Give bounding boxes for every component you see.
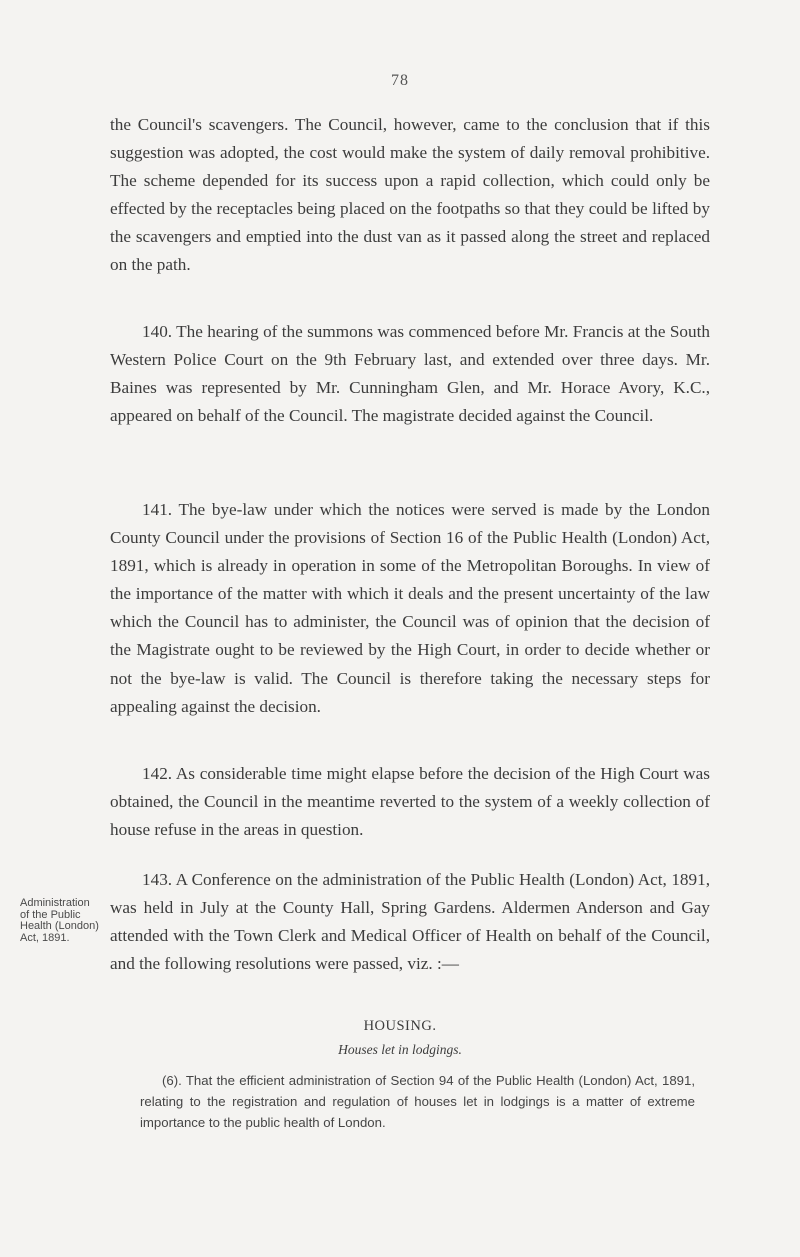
paragraph-continued: the Council's scavengers. The Council, however, came to the conclusion that if this suggestion was adopted, the cost would make the system of daily removal prohibitive. The scheme depended for its success upon a rapid collection, which could only be effected by the receptacles being placed on the footpaths so that they could be lifted by the scavengers and emptied into the dust van as it passed along the street and replaced on the path.	[110, 115, 710, 275]
margin-note-line: Health (London)	[20, 920, 99, 932]
margin-note-line: of the Public	[20, 908, 81, 921]
paragraph-141: 141. The bye-law under which the notices were served is made by the London County Council under the provisions of Section 16 of the Public Health (London) Act, 1891, which is already in operation in some of the Metropolitan Boroughs. In view of the importance of the matter with which it deals and the present uncertainty of the law which the Council has to administer, the Council was of opinion that the decision of the Magistrate ought to be reviewed by the High Court, in order to decide whether or not the bye-law is valid. The Council is therefore taking the necessary steps for appealing against the decision.	[110, 500, 710, 716]
margin-note-line: Act, 1891.	[20, 931, 70, 944]
margin-note	[20, 898, 126, 944]
section-heading-housing: HOUSING.	[363, 1018, 437, 1034]
resolution-6: (6). That the efficient administration of Section 94 of the Public Health (London) Act, 1891, relating to the registration and regulation of houses let in lodgings is a matter of extreme importance to the public health of London.	[140, 1073, 695, 1130]
subheading-houses-let-in-lodgings: Houses let in lodgings.	[338, 1042, 462, 1057]
paragraph-142: 142. As considerable time might elapse before the decision of the High Court was obtained, the Council in the meantime reverted to the system of a weekly collection of house refuse in the areas in question.	[110, 764, 710, 840]
paragraph-140: 140. The hearing of the summons was commenced before Mr. Francis at the South Western Police Court on the 9th February last, and extended over three days. Mr. Baines was represented by Mr. Cunningham Glen, and Mr. Horace Avory, K.C., appeared on behalf of the Council. The magistrate decided against the Council.	[110, 322, 710, 426]
page-number: 78	[391, 72, 409, 89]
margin-note-line: Administration	[20, 897, 90, 909]
paragraph-143: 143. A Conference on the administration of the Public Health (London) Act, 1891, was held in July at the County Hall, Spring Gardens. Aldermen Anderson and Gay attended with the Town Clerk and Medical Officer of Health on behalf of the Council, and the following resolutions were passed, viz. :—	[110, 870, 710, 974]
